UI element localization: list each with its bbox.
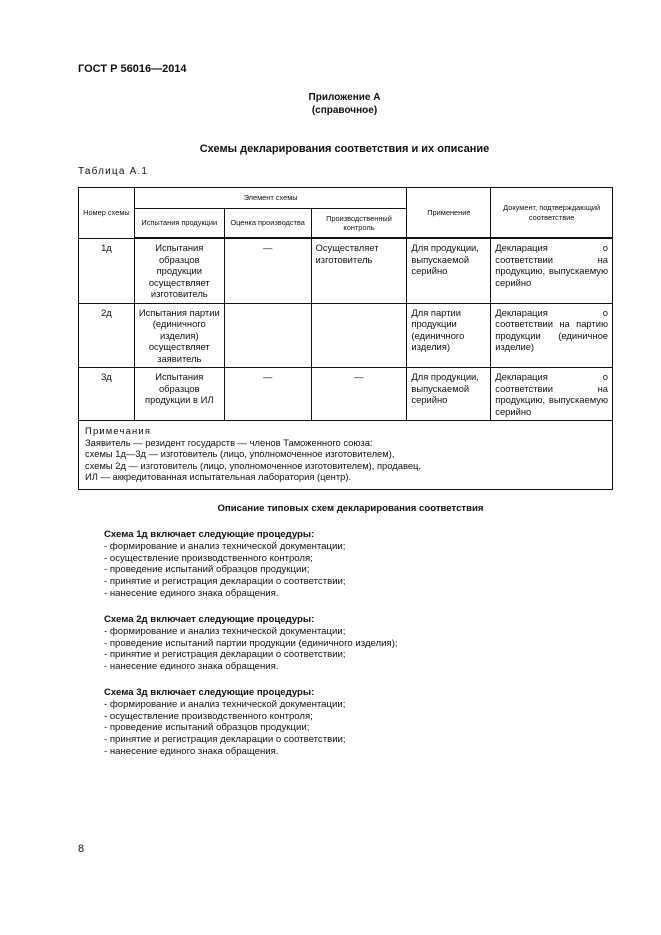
scheme-item: - проведение испытаний образцов продукции; xyxy=(104,722,310,734)
scheme-item: - формирование и анализ технической документации; xyxy=(104,540,346,552)
scheme-item: - принятие и регистрация декларации о соответствии; xyxy=(104,576,346,588)
scheme-item: - нанесение единого знака обращения. xyxy=(104,587,279,599)
scheme-item: - осуществление производственного контроля; xyxy=(104,710,313,722)
row-document: Декларация о соответствии на партию продукции (единичное изделие) xyxy=(491,303,613,368)
row-application: Для продукции, выпускаемой серийно xyxy=(407,238,491,303)
notes-row xyxy=(79,421,613,490)
scheme-block-2d xyxy=(104,614,398,673)
scheme-item: - формирование и анализ технической документации; xyxy=(104,625,346,637)
row-application: Для партии продукции (единичного изделия) xyxy=(407,303,491,368)
scheme-title: Схема 3д включает следующие процедуры: xyxy=(104,687,315,698)
row-application: Для продукции, выпускаемой серийно xyxy=(407,368,491,421)
appendix-title: Приложение А xyxy=(308,92,381,103)
row-control: — xyxy=(311,368,407,421)
scheme-item: - осуществление производственного контроля; xyxy=(104,552,313,564)
row-document: Декларация о соответствии на продукцию, выпускаемую серийно xyxy=(491,368,613,421)
row-number: 3д xyxy=(79,368,135,421)
scheme-item: - нанесение единого знака обращения. xyxy=(104,745,279,757)
row-evaluation: — xyxy=(224,238,311,303)
page-number: 8 xyxy=(78,843,85,855)
scheme-title: Схема 2д включает следующие процедуры: xyxy=(104,614,315,625)
row-testing: Испытания образцов продукции в ИЛ xyxy=(134,368,224,421)
row-evaluation xyxy=(224,303,311,368)
scheme-block-1d xyxy=(104,529,346,600)
header-document: Документ, подтверждающий соответствие xyxy=(491,188,613,239)
description-title: Описание типовых схем декларирования соответствия xyxy=(217,503,484,514)
note-line: Заявитель — резидент государств — членов Таможенного союза: xyxy=(85,436,373,448)
row-document: Декларация о соответствии на продукцию, выпускаемую серийно xyxy=(491,238,613,303)
row-testing: Испытания партии (единичного изделия) осуществляет заявитель xyxy=(134,303,224,368)
scheme-item: - проведение испытаний образцов продукции; xyxy=(104,564,310,576)
table-notes xyxy=(79,421,613,490)
appendix-subtitle: (справочное) xyxy=(311,105,378,116)
table-row xyxy=(79,303,613,368)
scheme-item: - проведение испытаний партии продукции (единичного изделия); xyxy=(104,637,398,649)
section-title: Схемы декларирования соответствия и их описание xyxy=(199,143,490,155)
note-line: ИЛ — аккредитованная испытательная лаборатория (центр). xyxy=(85,471,352,483)
scheme-item: - формирование и анализ технической документации; xyxy=(104,698,346,710)
schemes-table xyxy=(78,187,613,490)
scheme-item: - принятие и регистрация декларации о соответствии; xyxy=(104,734,346,746)
header-element-group: Элемент схемы xyxy=(134,188,407,209)
scheme-block-3d xyxy=(104,687,346,758)
row-control xyxy=(311,303,407,368)
notes-heading: Примечания xyxy=(85,425,152,436)
scheme-item: - нанесение единого знака обращения. xyxy=(104,661,279,673)
scheme-title: Схема 1д включает следующие процедуры: xyxy=(104,529,315,540)
document-header: ГОСТ Р 56016—2014 xyxy=(78,63,187,75)
row-testing: Испытания образцов продукции осуществляет изготовитель xyxy=(134,238,224,303)
header-application: Применение xyxy=(407,188,491,239)
header-testing: Испытания продукции xyxy=(134,209,224,239)
note-line: схемы 2д — изготовитель (лицо, уполномоченное изготовителем), продавец, xyxy=(85,459,422,471)
header-number: Номер схемы xyxy=(79,188,135,239)
row-number: 1д xyxy=(79,238,135,303)
row-control: Осуществляет изготовитель xyxy=(311,238,407,303)
table-row xyxy=(79,368,613,421)
header-control: Производственный контроль xyxy=(311,209,407,239)
table-caption: Таблица А.1 xyxy=(78,166,149,177)
row-number: 2д xyxy=(79,303,135,368)
table-row xyxy=(79,238,613,303)
scheme-item: - принятие и регистрация декларации о соответствии; xyxy=(104,649,346,661)
header-evaluation: Оценка производства xyxy=(224,209,311,239)
note-line: схемы 1д—3д — изготовитель (лицо, уполномоченное изготовителем), xyxy=(85,448,395,460)
row-evaluation: — xyxy=(224,368,311,421)
